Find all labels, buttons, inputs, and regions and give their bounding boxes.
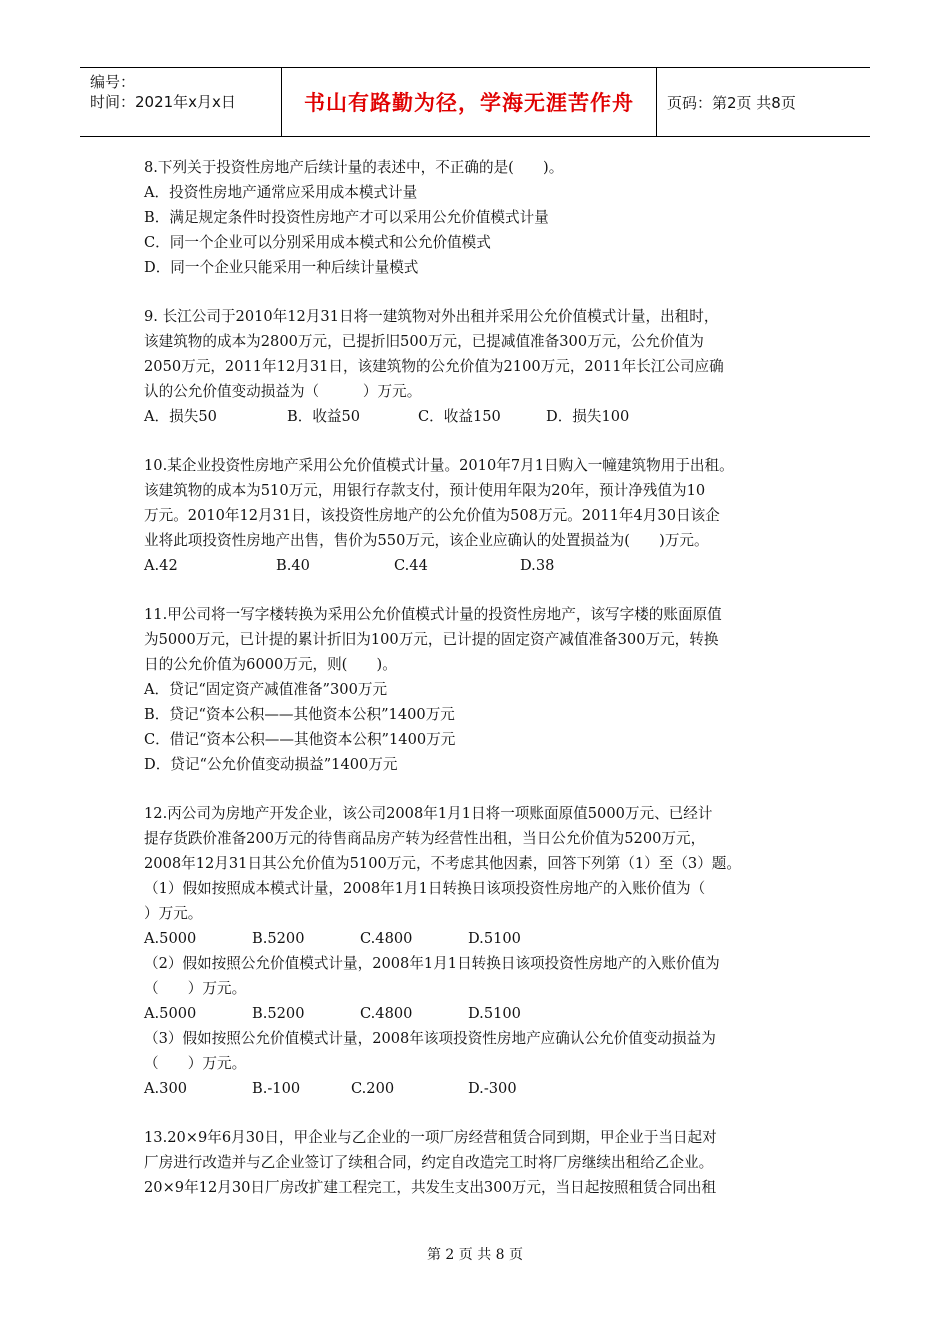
question-stem-line: 11.甲公司将一写字楼转换为采用公允价值模式计量的投资性房地产，该写字楼的账面原值 [144,606,722,623]
option-a: A.300 [144,1080,188,1097]
question-stem-line: 10.某企业投资性房地产采用公允价值模式计量。2010年7月1日购入一幢建筑物用于出租。 [144,457,734,474]
option-b: B．满足规定条件时投资性房地产才可以采用公允价值模式计量 [144,209,549,226]
question-stem-line: 日的公允价值为6000万元，则( )。 [144,656,397,673]
option-d: D.5100 [468,930,521,947]
question-stem-line: 认的公允价值变动损益为（ ）万元。 [144,383,422,400]
option-d: D.-300 [468,1080,517,1097]
sub-question-1: （1）假如按照成本模式计量，2008年1月1日转换日该项投资性房地产的入账价值为（ [144,880,706,897]
options-row [144,926,809,951]
question-10 [144,453,809,578]
option-b: B．收益50 [287,408,361,425]
question-stem-line: 为5000万元，已计提的累计折旧为100万元，已计提的固定资产减值准备300万元，转换 [144,631,719,648]
sub-question-1-cont: ）万元。 [144,905,203,922]
question-stem-line: 13.20×9年6月30日，甲企业与乙企业的一项厂房经营租赁合同到期，甲企业于当日起对 [144,1129,717,1146]
option-b: B.-100 [252,1080,301,1097]
page-footer: 第 2 页 共 8 页 [426,1247,524,1263]
question-stem-line: 业将此项投资性房地产出售，售价为550万元，该企业应确认的处置损益为( )万元。 [144,532,709,549]
option-d: D．同一个企业只能采用一种后续计量模式 [144,259,419,276]
question-stem: 8.下列关于投资性房地产后续计量的表述中，不正确的是( )。 [144,159,564,176]
options-row [144,1001,809,1026]
header-meta [80,68,282,136]
options-row [144,1076,809,1101]
sub-question-2-cont: （ ）万元。 [144,980,247,997]
options-row [144,553,809,578]
option-c: C.44 [394,557,428,574]
option-a: A.5000 [144,1005,197,1022]
option-b: B．贷记“资本公积——其他资本公积”1400万元 [144,706,455,723]
question-stem-line: 提存货跌价准备200万元的待售商品房产转为经营性出租，当日公允价值为5200万元， [144,830,706,847]
question-stem-line: 2008年12月31日其公允价值为5100万元，不考虑其他因素，回答下列第（1）至（3）题。 [144,855,741,872]
question-stem-line: 该建筑物的成本为2800万元，已提折旧500万元，已提减值准备300万元，公允价值为 [144,333,704,350]
option-a: A．损失50 [144,408,217,425]
document-date-label: 时间：2021年x月x日 [90,93,236,111]
option-d: D．贷记“公允价值变动损益”1400万元 [144,756,398,773]
question-stem-line: 厂房进行改造并与乙企业签订了续租合同，约定自改造完工时将厂房继续出租给乙企业。 [144,1154,714,1171]
option-c: C.4800 [360,1005,413,1022]
question-13 [144,1125,809,1200]
option-c: C．同一个企业可以分别采用成本模式和公允价值模式 [144,234,491,251]
document-number-label: 编号： [90,73,136,91]
option-d: D.5100 [468,1005,521,1022]
question-stem-line: 20×9年12月30日厂房改扩建工程完工，共发生支出300万元，当日起按照租赁合同出租 [144,1179,717,1196]
sub-question-3-cont: （ ）万元。 [144,1055,247,1072]
question-9 [144,304,809,429]
option-b: B.40 [276,557,310,574]
option-a: A．投资性房地产通常应采用成本模式计量 [144,184,418,201]
option-c: C．收益150 [418,408,501,425]
question-stem-line: 2050万元，2011年12月31日，该建筑物的公允价值为2100万元，2011年长江公司应确 [144,358,724,375]
header-motto: 书山有路勤为径，学海无涯苦作舟 [282,68,657,136]
question-stem-line: 该建筑物的成本为510万元，用银行存款支付，预计使用年限为20年，预计净残值为10 [144,482,706,499]
option-c: C.4800 [360,930,413,947]
question-stem-line: 万元。2010年12月31日，该投资性房地产的公允价值为508万元。2011年4月30日该企 [144,507,720,524]
option-d: D.38 [520,557,555,574]
option-d: D．损失100 [546,408,630,425]
sub-question-3: （3）假如按照公允价值模式计量，2008年该项投资性房地产应确认公允价值变动损益为 [144,1030,716,1047]
document-body [144,155,809,1200]
option-c: C．借记“资本公积——其他资本公积”1400万元 [144,731,456,748]
options-row [144,404,809,429]
question-12 [144,801,809,1101]
option-c: C.200 [351,1080,395,1097]
option-b: B.5200 [252,930,305,947]
option-a: A．贷记“固定资产减值准备”300万元 [144,681,388,698]
option-a: A.42 [144,557,178,574]
header-page-label: 页码：第2页 共8页 [667,93,796,112]
question-8 [144,155,809,280]
question-11 [144,602,809,777]
sub-question-2: （2）假如按照公允价值模式计量，2008年1月1日转换日该项投资性房地产的入账价值为 [144,955,720,972]
question-stem-line: 9. 长江公司于2010年12月31日将一建筑物对外出租并采用公允价值模式计量，出租时， [144,308,719,325]
page-header [80,67,870,137]
option-b: B.5200 [252,1005,305,1022]
option-a: A.5000 [144,930,197,947]
question-stem-line: 12.丙公司为房地产开发企业，该公司2008年1月1日将一项账面原值5000万元、已经计 [144,805,713,822]
